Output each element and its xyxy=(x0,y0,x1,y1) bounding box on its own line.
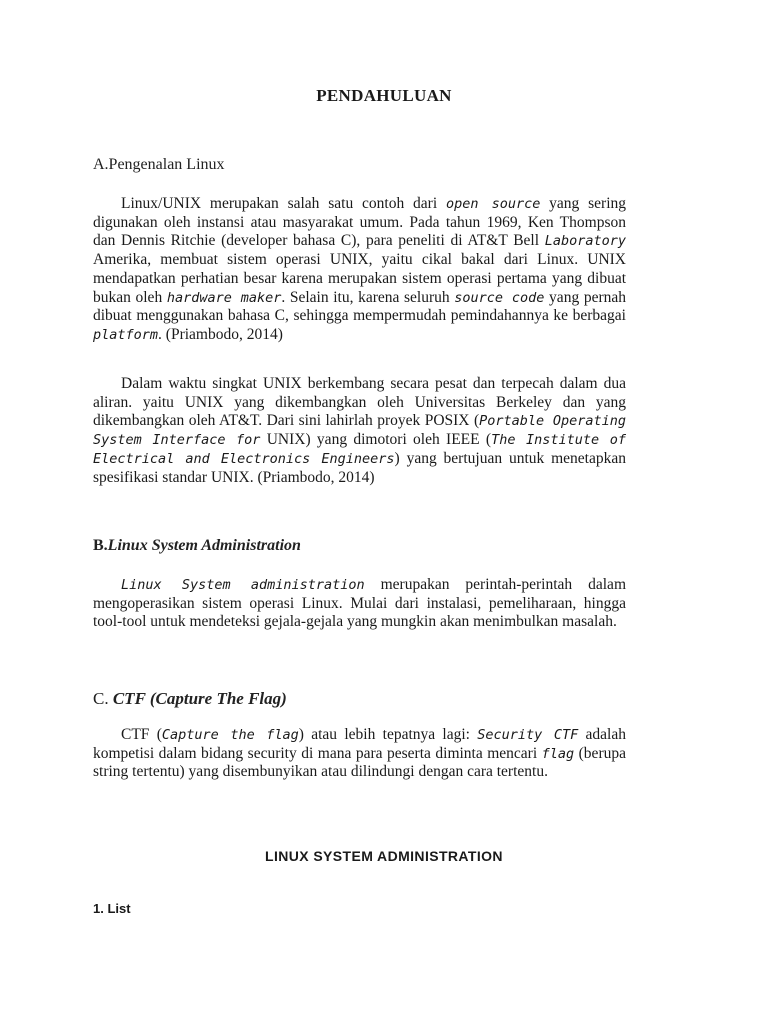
text-run: Dalam waktu singkat UNIX berkembang secara pesat dan terpecah dalam dua aliran. yaitu UNIX yang dikembangkan oleh Universitas Berkeley dan yang dikembangkan oleh AT&T. Dari sini lahirlah proyek POSIX ( xyxy=(93,375,626,430)
section-b-heading xyxy=(93,537,301,555)
heading-italic: Linux System Administration xyxy=(107,537,301,554)
italic-term: Linux System administration xyxy=(121,577,365,593)
italic-term: Capture the flag xyxy=(161,727,299,743)
text-run: adalah kompetisi dalam bidang security di mana para peserta diminta mencari xyxy=(93,726,626,762)
text-run: yang pernah dibuat menggunakan bahasa C, sehingga mempermudah pemindahannya ke berbagai xyxy=(93,288,626,325)
section-a-heading: A.Pengenalan Linux xyxy=(93,156,225,173)
section-c-paragraph xyxy=(93,726,626,782)
section-a-paragraph-1 xyxy=(93,195,626,345)
section-b-paragraph xyxy=(93,576,626,632)
italic-term: open source xyxy=(445,196,541,212)
text-run: UNIX) yang dimotori oleh IEEE ( xyxy=(260,431,492,449)
italic-term: flag xyxy=(541,745,575,762)
text-run: yang sering digunakan oleh instansi atau masyarakat umum. Pada tahun 1969, Ken Thompson dan Dennis Ritchie (developer bahasa C), para peneliti di AT&T Bell xyxy=(93,195,627,250)
heading-prefix: B. xyxy=(93,537,108,554)
section-c-heading xyxy=(93,689,287,709)
italic-term: Security CTF xyxy=(477,727,579,743)
document-title: PENDAHULUAN xyxy=(316,86,452,105)
text-run: CTF ( xyxy=(121,726,162,743)
italic-term: hardware maker xyxy=(166,289,282,306)
text-run: Linux/UNIX merupakan salah satu contoh dari xyxy=(121,195,446,212)
list-item: 1. List xyxy=(93,901,131,916)
text-run: . Selain itu, karena seluruh xyxy=(281,288,455,306)
italic-term: Laboratory xyxy=(544,233,626,250)
italic-term: source code xyxy=(454,289,545,306)
text-run: ) yang bertujuan untuk menetapkan spesifikasi standar UNIX. (Priambodo, 2014) xyxy=(93,449,626,486)
subtitle: LINUX SYSTEM ADMINISTRATION xyxy=(265,848,503,864)
text-run: merupakan perintah-perintah dalam mengoperasikan sistem operasi Linux. Mulai dari instalasi, pemeliharaan, hingga tool-tool untuk mendeteksi gejala-gejala yang mungkin akan menimbulkan masalah. xyxy=(93,576,626,631)
text-run: ) atau lebih tepatnya lagi: xyxy=(298,726,478,743)
section-a-paragraph-2 xyxy=(93,375,626,487)
italic-term: platform xyxy=(93,326,159,343)
heading-bold-italic: CTF (Capture The Flag) xyxy=(112,689,287,708)
text-run: . (Priambodo, 2014) xyxy=(158,325,283,343)
heading-prefix: C. xyxy=(93,689,113,708)
italic-term: Portable Operating System Interface for xyxy=(93,413,626,449)
text-run: Amerika, membuat sistem operasi UNIX, yaitu cikal bakal dari Linux. UNIX mendapatkan perhatian besar karena merupakan sistem operasi pertama yang dibuat bukan oleh xyxy=(93,251,626,306)
italic-term: The Institute of Electrical and Electronics Engineers xyxy=(93,432,626,467)
text-run: (berupa string tertentu) yang disembunyikan atau dilindungi dengan cara tertentu. xyxy=(93,744,626,781)
